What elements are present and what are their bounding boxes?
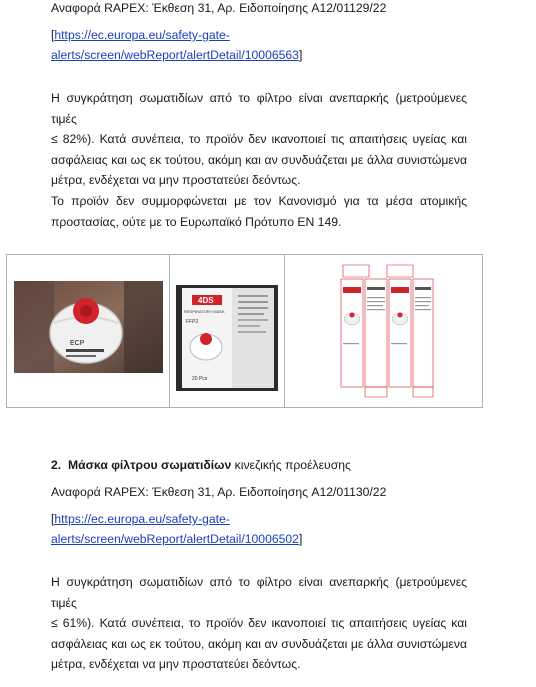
section-2-heading [51, 457, 351, 473]
box-photo [176, 285, 278, 391]
mask-brand-text: ECP [70, 340, 85, 347]
link-block-1b: alerts/screen/webReport/alertDetail/10006563] [51, 48, 303, 62]
link-block-2b: alerts/screen/webReport/alertDetail/10006502] [51, 532, 303, 546]
section-2-title: Μάσκα φίλτρου σωματιδίων [67, 458, 232, 472]
box-brand-text: 4DS [198, 296, 214, 305]
ffp-text: FFP2 [186, 319, 199, 325]
box-count-text: 20 Pcs [192, 376, 208, 382]
rapex-reference-2: Αναφορά RAPEX: Έκθεση 31, Αρ. Ειδοποίησης A12/01130/22 [51, 485, 387, 499]
box-label-text: RESPIRATORY MASK [184, 309, 225, 314]
section-2-number: 2. [51, 458, 62, 472]
product-image-table [6, 254, 483, 408]
alert-link-2a[interactable]: https://ec.europa.eu/safety-gate- [54, 512, 230, 526]
alert-link-1b[interactable]: alerts/screen/webReport/alertDetail/10006563 [51, 48, 299, 62]
alert-link-2b[interactable]: alerts/screen/webReport/alertDetail/10006502 [51, 532, 299, 546]
alert-link-1a[interactable]: https://ec.europa.eu/safety-gate- [54, 28, 230, 42]
rapex-reference-1: Αναφορά RAPEX: Έκθεση 31, Αρ. Ειδοποίησης A12/01129/22 [51, 1, 387, 15]
link-block-1: [https://ec.europa.eu/safety-gate- [51, 28, 230, 42]
paragraph-conformity-1: Το προϊόν δεν συμμορφώνεται με τον Κανονισμό για τα μέσα ατομικής προστασίας, ούτε με το Ευρωπαϊκό Πρότυπο EN 149. [51, 194, 467, 229]
paragraph-filter-2: Η συγκράτηση σωματιδίων από το φίλτρο είναι ανεπαρκής (μετρούμενες τιμές ≤ 61%). Κατά συνέπεια, το προϊόν δεν ικανοποιεί τις απαιτήσεις υγείας και ασφάλειας και ως εκ τούτου, ακόμη και αν συνδυάζεται με άλλα συνιστώμενα μέτρα, ενδέχεται να μην προστατεύει δεόντως. [51, 575, 467, 671]
box-layout-diagram [339, 263, 435, 399]
section-2-title-rest: κινεζικής προέλευσης [231, 458, 351, 472]
paragraph-filter-1: Η συγκράτηση σωματιδίων από το φίλτρο είναι ανεπαρκής (μετρούμενες τιμές ≤ 82%). Κατά συνέπεια, το προϊόν δεν ικανοποιεί τις απαιτήσεις υγείας και ασφάλειας και ως εκ τούτου, ακόμη και αν συνδυάζεται με άλλα συνιστώμενα μέτρα, ενδέχεται να μην προστατεύει δεόντως. [51, 91, 467, 187]
link-block-2: [https://ec.europa.eu/safety-gate- [51, 512, 230, 526]
mask-photo [14, 281, 163, 373]
